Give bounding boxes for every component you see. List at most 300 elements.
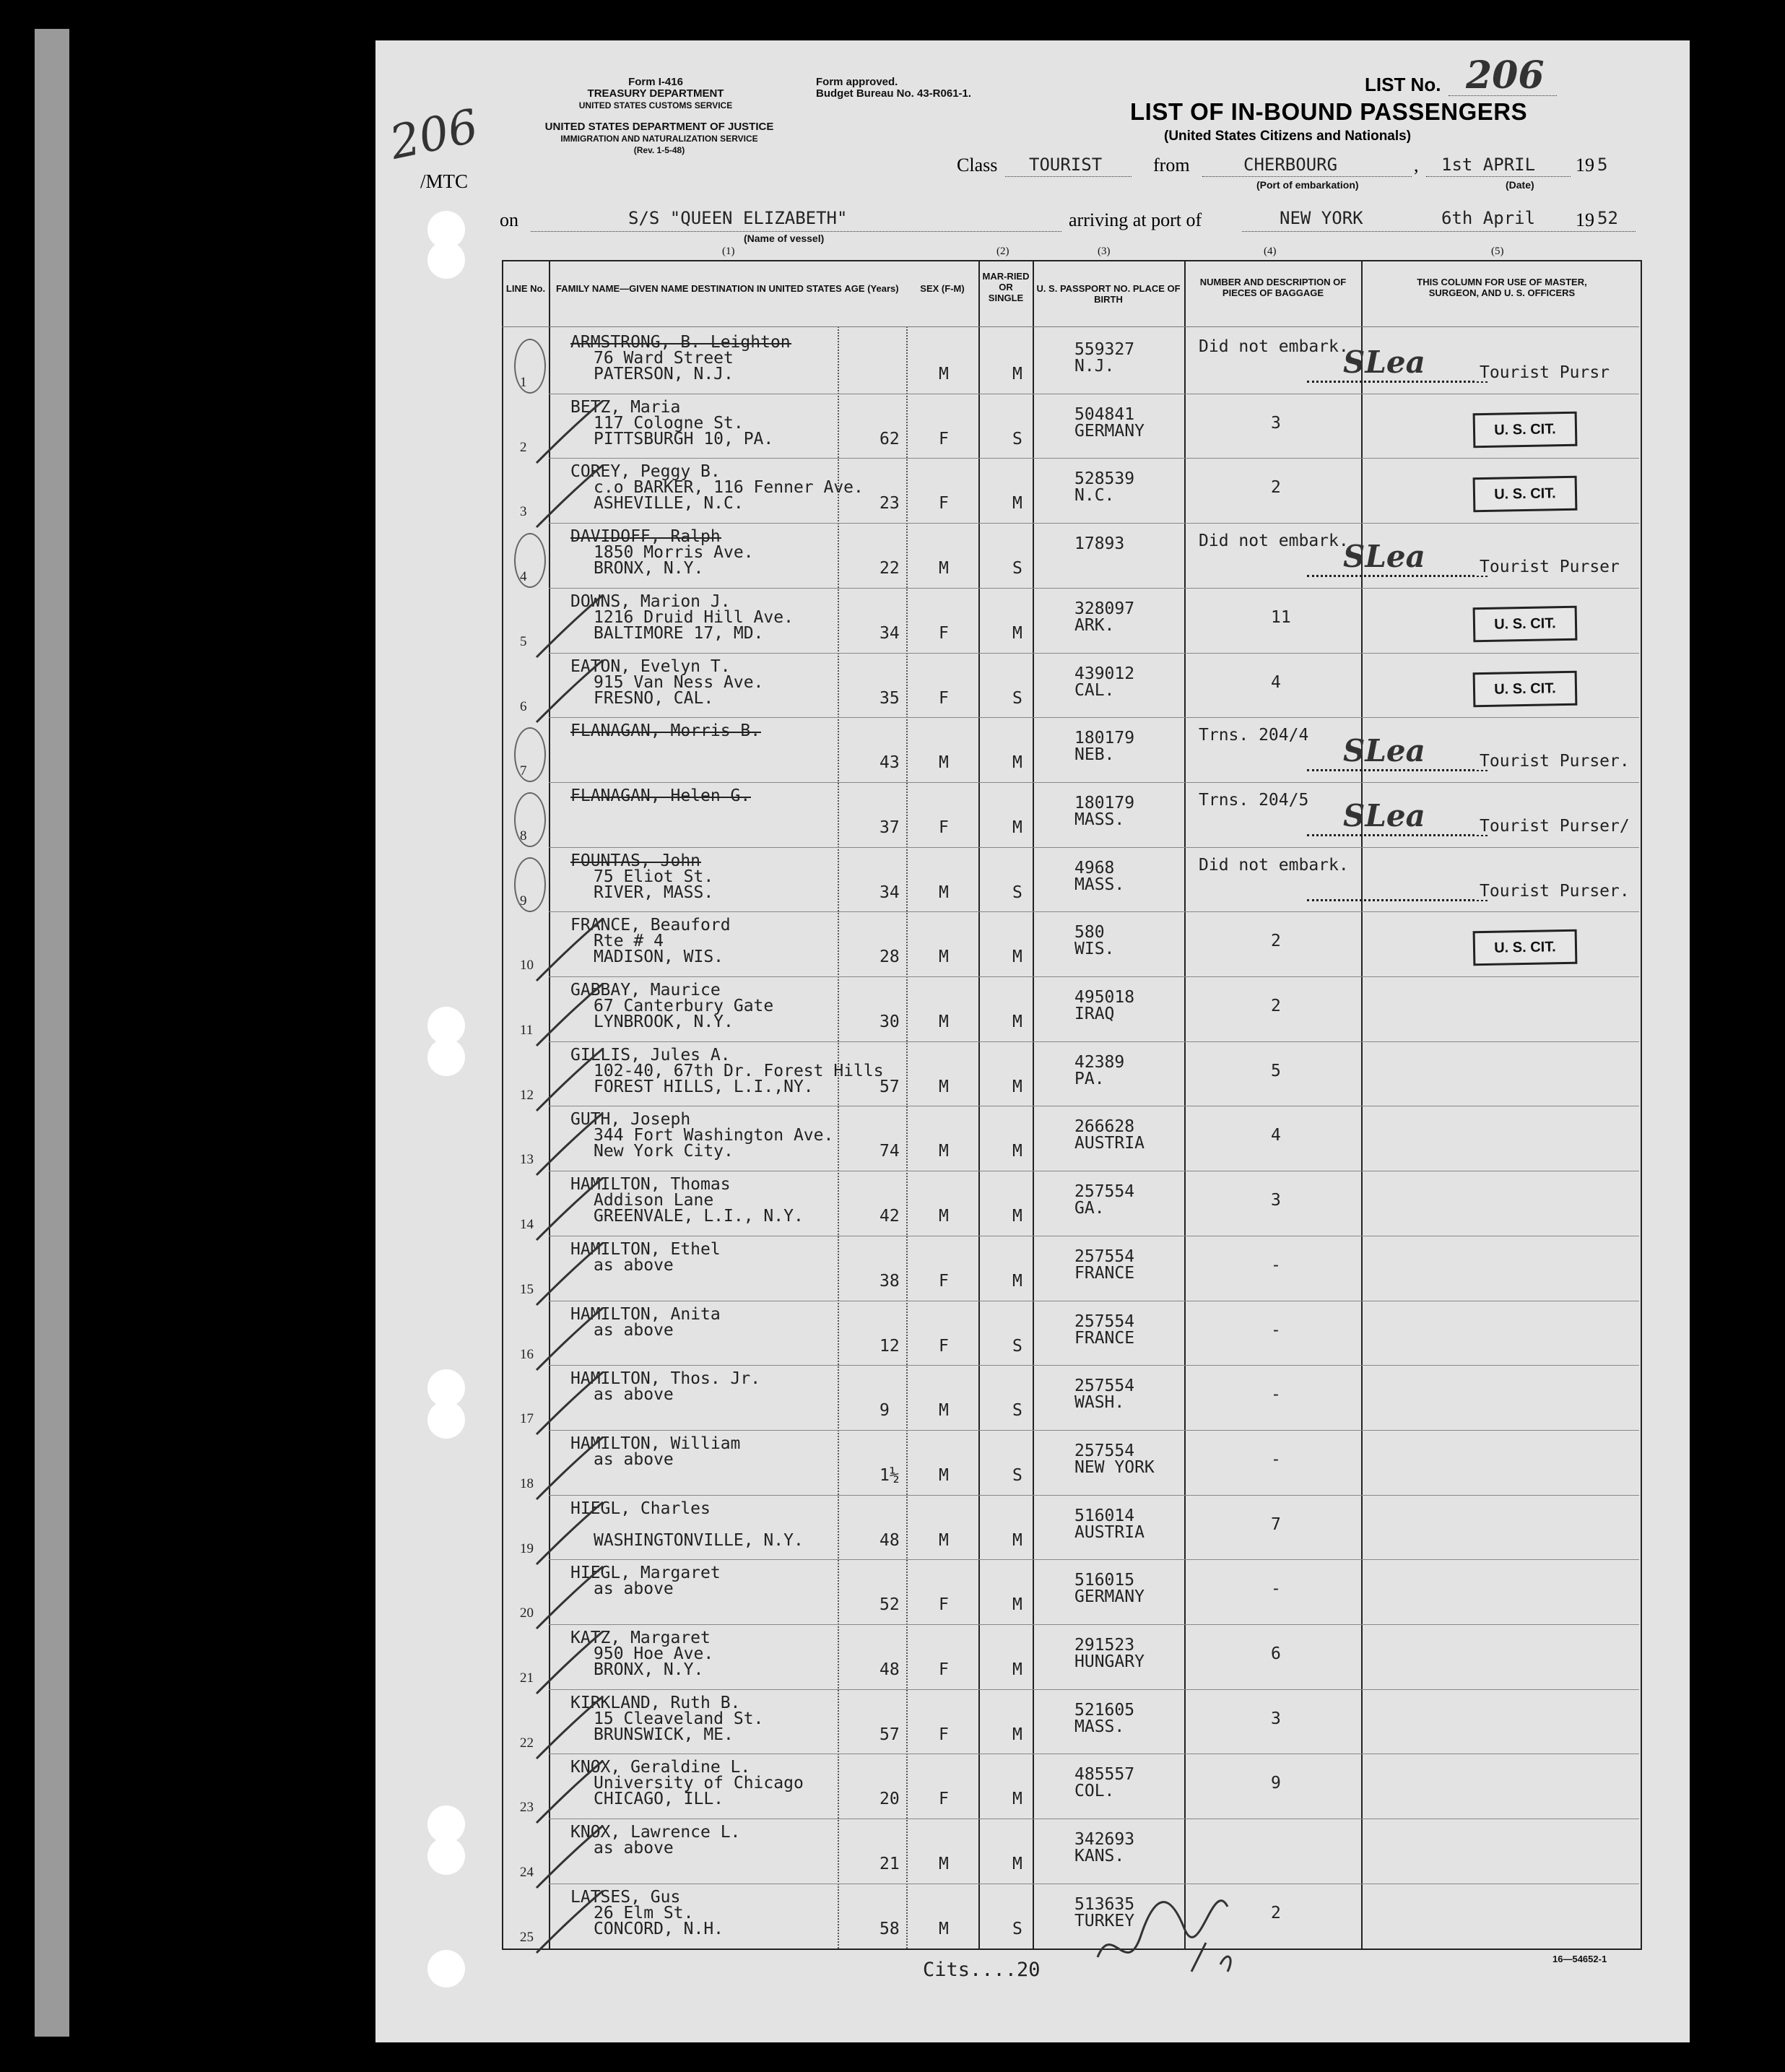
marital-status: M <box>1012 1660 1022 1679</box>
punch-hole <box>427 241 465 279</box>
address-line: c.o BARKER, 116 Fenner Ave. <box>594 478 864 498</box>
passenger-name: HAMILTON, William <box>570 1434 741 1453</box>
on-label: on <box>500 209 518 230</box>
left-margin-strip <box>35 29 69 2037</box>
passenger-name: GUTH, Joseph <box>570 1110 691 1130</box>
marital-status: M <box>1012 494 1022 513</box>
passport-number: 291523 <box>1074 1636 1135 1655</box>
strike-through <box>570 537 721 539</box>
purser-signature: SLea <box>1343 344 1425 380</box>
baggage-count: 9 <box>1271 1774 1281 1793</box>
arrival-underline <box>1242 231 1636 232</box>
us-citizen-stamp: U. S. CIT. <box>1473 606 1578 643</box>
place-of-birth: N.J. <box>1074 357 1115 376</box>
row-rule <box>549 588 1639 589</box>
treasury-dept: TREASURY DEPARTMENT <box>587 87 724 100</box>
line-number: 9 <box>520 893 527 909</box>
age-value: 34 <box>880 623 900 643</box>
destination-city: LYNBROOK, N.Y. <box>594 1013 734 1031</box>
date-underline <box>1426 176 1571 177</box>
baggage-count: 3 <box>1271 1191 1281 1210</box>
marital-status: M <box>1012 1142 1022 1161</box>
baggage-count: 2 <box>1271 997 1281 1015</box>
sex-value: F <box>939 688 949 708</box>
citizens-total: Cits....20 <box>923 1959 1041 1981</box>
form-approved: Form approved. <box>816 76 898 88</box>
line-number: 4 <box>520 569 527 585</box>
strike-through <box>570 797 751 798</box>
purser-note: Tourist Purser. <box>1477 883 1630 900</box>
passport-number: 495018 <box>1074 988 1135 1007</box>
passenger-name: BETZ, Maria <box>570 397 681 417</box>
destination-city: BRUNSWICK, ME. <box>594 1725 734 1744</box>
age-value: 42 <box>880 1207 900 1226</box>
line-number: 12 <box>520 1087 534 1103</box>
marital-status: S <box>1012 688 1022 708</box>
passenger-name: COREY, Peggy B. <box>570 462 721 482</box>
page-subtitle: (United States Citizens and Nationals) <box>1164 129 1412 144</box>
passport-number: 328097 <box>1074 599 1135 618</box>
strike-through <box>570 343 791 344</box>
age-value: 57 <box>880 1725 900 1744</box>
passenger-name: HIEGL, Charles <box>570 1499 711 1518</box>
place-of-birth: COL. <box>1074 1782 1115 1801</box>
purser-signature: SLea <box>1343 539 1425 575</box>
row-rule <box>549 1559 1639 1560</box>
address-line: University of Chicago <box>594 1774 804 1793</box>
line-circle-mark <box>514 792 546 847</box>
destination-city: FRESNO, CAL. <box>594 688 714 708</box>
passenger-name: LATSES, Gus <box>570 1887 681 1907</box>
destination-city: BRONX, N.Y. <box>594 1660 704 1679</box>
passport-number: 257554 <box>1074 1182 1135 1202</box>
address-line: as above <box>594 1839 674 1858</box>
place-of-birth: FRANCE <box>1074 1328 1135 1348</box>
passport-number: 485557 <box>1074 1765 1135 1785</box>
address-line: as above <box>594 1385 674 1405</box>
marital-status: S <box>1012 1336 1022 1356</box>
sex-value: M <box>939 883 949 902</box>
sex-value: M <box>939 1530 949 1550</box>
row-rule <box>549 1430 1639 1431</box>
passport-number: 516015 <box>1074 1571 1135 1590</box>
baggage-note: Trns. 204/5 <box>1199 790 1309 810</box>
marital-status: M <box>1012 1855 1022 1874</box>
col-num-5: (5) <box>1491 246 1504 257</box>
col-divider <box>978 260 980 1949</box>
line-number: 1 <box>520 375 527 390</box>
age-value: 35 <box>880 688 900 708</box>
marital-status: M <box>1012 1207 1022 1226</box>
row-rule <box>549 911 1639 912</box>
punch-hole <box>427 1837 465 1875</box>
header-age: AGE (Years) <box>844 283 899 294</box>
marital-status: M <box>1012 1077 1022 1096</box>
age-value: 9 <box>880 1401 890 1421</box>
line-number: 2 <box>520 439 527 455</box>
passport-number: 180179 <box>1074 729 1135 748</box>
address-line: 344 Fort Washington Ave. <box>594 1126 834 1145</box>
purser-note: Tourist Pursr <box>1477 365 1610 381</box>
line-number: 14 <box>520 1217 534 1233</box>
form-number: Form I-416 <box>628 76 683 88</box>
marital-status: S <box>1012 1465 1022 1485</box>
place-of-birth: HUNGARY <box>1074 1652 1145 1671</box>
passenger-name: GABBAY, Maurice <box>570 981 721 1000</box>
passport-number: 266628 <box>1074 1117 1135 1137</box>
address-line: 26 Elm St. <box>594 1903 694 1923</box>
port-underline <box>1202 176 1412 177</box>
passport-number: 521605 <box>1074 1700 1135 1720</box>
sex-value: F <box>939 1595 949 1615</box>
place-of-birth: GERMANY <box>1074 421 1145 441</box>
vessel-caption: (Name of vessel) <box>744 233 825 244</box>
row-rule <box>549 976 1639 977</box>
row-rule <box>549 782 1639 783</box>
baggage-count: - <box>1271 1579 1281 1599</box>
purser-signature: SLea <box>1343 797 1425 833</box>
address-line: Rte # 4 <box>594 932 664 951</box>
line-number: 20 <box>520 1605 534 1621</box>
baggage-count: 3 <box>1271 1709 1281 1728</box>
place-of-birth: WASH. <box>1074 1393 1125 1413</box>
place-of-birth: FRANCE <box>1074 1263 1135 1283</box>
line-number: 11 <box>520 1023 534 1038</box>
baggage-count: 7 <box>1271 1514 1281 1534</box>
justice-dept: UNITED STATES DEPARTMENT OF JUSTICE <box>544 121 774 133</box>
marital-status: M <box>1012 1271 1022 1291</box>
sex-value: F <box>939 1660 949 1679</box>
passport-number: 257554 <box>1074 1312 1135 1331</box>
passport-number: 516014 <box>1074 1506 1135 1525</box>
header-name: FAMILY NAME—GIVEN NAME DESTINATION IN UNITED STATES <box>556 283 842 294</box>
line-circle-mark <box>514 857 546 912</box>
baggage-count: 2 <box>1271 478 1281 498</box>
destination-city: ASHEVILLE, N.C. <box>594 494 744 513</box>
embark-date: 1st APRIL <box>1441 155 1536 175</box>
address-line: 915 Van Ness Ave. <box>594 672 764 692</box>
line-number: 22 <box>520 1735 534 1751</box>
customs-service: UNITED STATES CUSTOMS SERVICE <box>578 100 733 110</box>
age-value: 20 <box>880 1790 900 1809</box>
arriving-label: arriving at port of <box>1069 209 1202 230</box>
handwritten-initials <box>1083 1849 1271 1993</box>
sex-value: M <box>939 1919 949 1938</box>
line-number: 15 <box>520 1281 534 1297</box>
age-value: 48 <box>880 1660 900 1679</box>
destination-city: New York City. <box>594 1142 734 1161</box>
age-value: 52 <box>880 1595 900 1615</box>
line-number: 6 <box>520 698 527 714</box>
form-revision: (Rev. 1-5-48) <box>633 145 685 155</box>
passport-number: 180179 <box>1074 793 1135 812</box>
us-citizen-stamp: U. S. CIT. <box>1473 929 1578 966</box>
form-block-treasury <box>555 77 757 111</box>
baggage-count: - <box>1271 1320 1281 1340</box>
address-line: 76 Ward Street <box>594 349 734 368</box>
place-of-birth: AUSTRIA <box>1074 1134 1145 1153</box>
place-of-birth: MASS. <box>1074 810 1125 829</box>
list-no-label: LIST No. <box>1365 74 1441 95</box>
purser-note: Tourist Purser/ <box>1477 818 1630 835</box>
col-num-3: (3) <box>1098 246 1111 257</box>
passenger-name: KATZ, Margaret <box>570 1629 711 1647</box>
vessel-name: S/S "QUEEN ELIZABETH" <box>628 208 848 228</box>
passenger-name: HIEGL, Margaret <box>570 1564 721 1583</box>
passport-number: 528539 <box>1074 469 1135 489</box>
port-caption: (Port of embarkation) <box>1256 179 1359 191</box>
form-approval <box>816 77 971 100</box>
col-num-1: (1) <box>722 246 735 257</box>
age-value: 74 <box>880 1142 900 1161</box>
purser-dotted-line <box>1307 899 1488 901</box>
passenger-name: HAMILTON, Ethel <box>570 1239 721 1259</box>
sex-value: F <box>939 1725 949 1744</box>
place-of-birth: NEW YORK <box>1074 1457 1155 1477</box>
embark-port: CHERBOURG <box>1243 155 1338 175</box>
passenger-name: KNOX, Geraldine L. <box>570 1758 751 1777</box>
place-of-birth: N.C. <box>1074 486 1115 506</box>
destination-city: GREENVALE, L.I., N.Y. <box>594 1207 804 1226</box>
place-of-birth: WIS. <box>1074 940 1115 959</box>
line-number: 18 <box>520 1475 534 1491</box>
destination-city: RIVER, MASS. <box>594 883 714 902</box>
line-number: 24 <box>520 1865 534 1881</box>
row-rule <box>549 1624 1639 1625</box>
sex-value: M <box>939 1207 949 1226</box>
list-no-value: 206 <box>1466 53 1545 97</box>
place-of-birth: MASS. <box>1074 1717 1125 1736</box>
baggage-note: Trns. 204/4 <box>1199 726 1309 745</box>
class-label: Class <box>957 155 998 175</box>
from-label: from <box>1153 155 1190 175</box>
passport-number: 580 <box>1074 923 1105 942</box>
header-line: LINE No. <box>505 283 546 294</box>
baggage-count: 11 <box>1271 607 1291 627</box>
marital-status: S <box>1012 1401 1022 1421</box>
passenger-name: FOUNTAS, John <box>570 851 701 870</box>
age-value: 58 <box>880 1919 900 1938</box>
sex-value: F <box>939 623 949 643</box>
row-rule <box>549 1365 1639 1366</box>
line-number: 10 <box>520 958 534 974</box>
ins-service: IMMIGRATION AND NATURALIZATION SERVICE <box>560 134 758 144</box>
place-of-birth: GA. <box>1074 1199 1105 1218</box>
passenger-name: FRANCE, Beauford <box>570 916 731 935</box>
arrival-port: NEW YORK <box>1280 208 1363 228</box>
punch-hole <box>427 1039 465 1076</box>
passenger-name: FLANAGAN, Morris B. <box>570 721 761 741</box>
sex-value: F <box>939 1336 949 1356</box>
baggage-count: 4 <box>1271 1126 1281 1145</box>
destination-city: PATERSON, N.J. <box>594 365 734 383</box>
sex-value: F <box>939 1271 949 1291</box>
age-value: 1½ <box>880 1465 900 1485</box>
margin-handwritten-number: 206 <box>385 100 483 170</box>
address-line: as above <box>594 1579 674 1599</box>
baggage-count: 4 <box>1271 672 1281 692</box>
baggage-count: 5 <box>1271 1061 1281 1080</box>
place-of-birth: ARK. <box>1074 615 1115 635</box>
marital-status: S <box>1012 1919 1022 1938</box>
passport-number: 504841 <box>1074 404 1135 424</box>
address-line: as above <box>594 1449 674 1469</box>
marital-status: S <box>1012 429 1022 448</box>
sex-value: M <box>939 1142 949 1161</box>
marital-status: S <box>1012 883 1022 902</box>
sex-value: F <box>939 1790 949 1809</box>
mtc-note: /MTC <box>420 170 469 192</box>
comma: , <box>1414 155 1419 175</box>
sex-value: M <box>939 753 949 773</box>
place-of-birth: NEB. <box>1074 745 1115 765</box>
line-circle-mark <box>514 339 546 394</box>
row-rule <box>549 717 1639 718</box>
line-number: 13 <box>520 1152 534 1168</box>
address-line: 950 Hoe Ave. <box>594 1644 714 1663</box>
sex-value: M <box>939 1013 949 1031</box>
sex-value: F <box>939 818 949 837</box>
marital-status: S <box>1012 559 1022 578</box>
marital-status: M <box>1012 365 1022 383</box>
row-rule <box>549 1689 1639 1690</box>
marital-status: M <box>1012 818 1022 837</box>
age-value: 57 <box>880 1077 900 1096</box>
destination-city: MADISON, WIS. <box>594 948 724 967</box>
row-rule <box>549 458 1639 459</box>
purser-note: Tourist Purser. <box>1477 753 1630 770</box>
line-circle-mark <box>514 533 546 588</box>
address-line: 117 Cologne St. <box>594 413 744 433</box>
age-value: 38 <box>880 1271 900 1291</box>
sex-value: M <box>939 1855 949 1874</box>
baggage-count: 6 <box>1271 1644 1281 1663</box>
line-number: 7 <box>520 763 527 779</box>
baggage-count: 2 <box>1271 932 1281 951</box>
header-married: MAR-RIED OR SINGLE <box>982 271 1030 303</box>
age-value: 43 <box>880 753 900 773</box>
baggage-count: 2 <box>1271 1903 1281 1923</box>
address-line: as above <box>594 1320 674 1340</box>
baggage-note: Did not embark. <box>1199 337 1349 356</box>
us-citizen-stamp: U. S. CIT. <box>1473 670 1578 707</box>
passport-number: 342693 <box>1074 1830 1135 1850</box>
line-circle-mark <box>514 727 546 782</box>
purser-dotted-line <box>1307 381 1488 383</box>
address-line: 75 Eliot St. <box>594 867 714 886</box>
sex-value: F <box>939 494 949 513</box>
age-value: 23 <box>880 494 900 513</box>
row-rule <box>549 1495 1639 1496</box>
marital-status: M <box>1012 948 1022 967</box>
baggage-count: - <box>1271 1449 1281 1469</box>
strike-through <box>570 732 761 733</box>
col-num-2: (2) <box>996 246 1009 257</box>
purser-dotted-line <box>1307 769 1488 771</box>
col-divider <box>1033 260 1034 1949</box>
col-divider <box>1361 260 1363 1949</box>
us-citizen-stamp: U. S. CIT. <box>1473 476 1578 513</box>
passenger-name: KNOX, Lawrence L. <box>570 1823 741 1842</box>
arrival-year: 52 <box>1597 208 1618 228</box>
row-rule <box>549 847 1639 848</box>
passenger-name: HAMILTON, Thos. Jr. <box>570 1369 761 1389</box>
baggage-count: - <box>1271 1255 1281 1275</box>
line-number: 23 <box>520 1800 534 1816</box>
age-value: 12 <box>880 1336 900 1356</box>
age-value: 21 <box>880 1855 900 1874</box>
purser-dotted-line <box>1307 575 1488 577</box>
class-underline <box>1005 176 1132 177</box>
marital-status: M <box>1012 1790 1022 1809</box>
address-line: as above <box>594 1255 674 1275</box>
destination-city: BALTIMORE 17, MD. <box>594 623 764 643</box>
destination-city: CONCORD, N.H. <box>594 1919 724 1938</box>
class-value: TOURIST <box>1029 155 1103 175</box>
marital-status: M <box>1012 1013 1022 1031</box>
arrival-year-prefix: 19 <box>1576 209 1594 230</box>
date-caption: (Date) <box>1506 179 1534 191</box>
baggage-note: Did not embark. <box>1199 855 1349 875</box>
passport-number: 17893 <box>1074 534 1125 554</box>
destination-city: FOREST HILLS, L.I.,NY. <box>594 1077 814 1096</box>
address-line: 15 Cleaveland St. <box>594 1709 764 1728</box>
budget-bureau: Budget Bureau No. 43-R061-1. <box>816 87 972 100</box>
marital-status: M <box>1012 1595 1022 1615</box>
line-number: 19 <box>520 1540 534 1556</box>
passport-number: 559327 <box>1074 340 1135 359</box>
purser-note: Tourist Purser <box>1477 559 1620 576</box>
embark-year: 5 <box>1597 155 1608 175</box>
place-of-birth: PA. <box>1074 1069 1105 1088</box>
line-number: 17 <box>520 1411 534 1427</box>
punch-hole <box>427 1950 465 1988</box>
passport-number: 257554 <box>1074 1247 1135 1266</box>
row-rule <box>549 523 1639 524</box>
address-line: 102-40, 67th Dr. Forest Hills <box>594 1061 884 1080</box>
passenger-name: HAMILTON, Thomas <box>570 1175 731 1195</box>
passenger-name: EATON, Evelyn T. <box>570 656 731 676</box>
line-number: 3 <box>520 504 527 520</box>
embark-year-prefix: 19 <box>1576 155 1594 175</box>
destination-city: WASHINGTONVILLE, N.Y. <box>594 1530 804 1550</box>
sex-value: M <box>939 948 949 967</box>
baggage-count: 3 <box>1271 413 1281 433</box>
baggage-count: - <box>1271 1385 1281 1405</box>
line-number: 21 <box>520 1670 534 1686</box>
sex-value: M <box>939 559 949 578</box>
sex-value: M <box>939 365 949 383</box>
place-of-birth: KANS. <box>1074 1847 1125 1866</box>
line-number: 16 <box>520 1346 534 1362</box>
purser-dotted-line <box>1307 834 1488 836</box>
marital-status: M <box>1012 1530 1022 1550</box>
passenger-name: DOWNS, Marion J. <box>570 591 731 611</box>
header-baggage: NUMBER AND DESCRIPTION OF PIECES OF BAGGAGE <box>1199 277 1347 298</box>
form-block-justice <box>497 121 822 156</box>
page-title: LIST OF IN-BOUND PASSENGERS <box>1130 98 1528 125</box>
strike-through <box>570 862 701 863</box>
arrival-date: 6th April <box>1441 208 1536 228</box>
header-officers: THIS COLUMN FOR USE OF MASTER, SURGEON, AND U. S. OFFICERS <box>1417 277 1587 298</box>
passenger-name: GILLIS, Jules A. <box>570 1045 731 1065</box>
baggage-note: Did not embark. <box>1199 532 1349 551</box>
us-citizen-stamp: U. S. CIT. <box>1473 411 1578 448</box>
line-number: 5 <box>520 633 527 649</box>
row-rule <box>549 1041 1639 1042</box>
address-line: 1216 Druid Hill Ave. <box>594 607 794 627</box>
passenger-name: FLANAGAN, Helen G. <box>570 786 751 805</box>
